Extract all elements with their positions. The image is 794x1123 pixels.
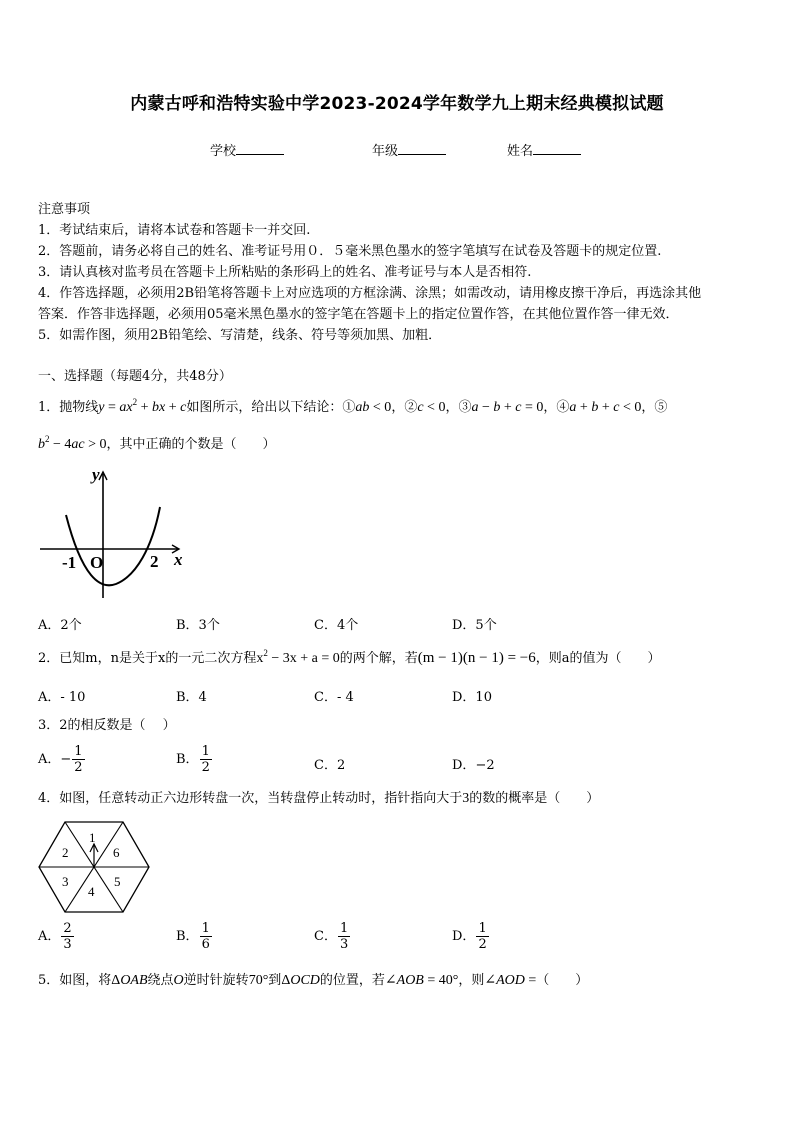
section-heading: 一、选择题（每题4分，共48分） [38, 369, 232, 384]
sector-label-6: 6 [113, 845, 120, 860]
hexagon-spinner [36, 818, 152, 916]
sector-label-5: 5 [114, 874, 121, 889]
question-number: 1． [38, 400, 60, 415]
q4-option-d[interactable]: D． $\frac{1}{2}$ [452, 921, 487, 952]
grade-blank[interactable] [398, 142, 446, 155]
parabola-graph [36, 462, 186, 602]
q1-option-b[interactable]: B．3个 [176, 618, 220, 633]
notice-item: 4．作答选择题，必须用2B铅笔将答题卡上对应选项的方框涂满、涂黑；如需改动，请用橡皮擦干净后，再选涂其他 [38, 286, 702, 301]
notice-item: 1．考试结束后，请将本试卷和答题卡一并交回. [38, 223, 311, 238]
tick-label-2: 2 [150, 552, 159, 571]
fraction: $\frac{1}{2}$ [201, 744, 210, 775]
school-blank[interactable] [236, 142, 284, 155]
question-number: 2． [38, 651, 60, 666]
parabola-equation: $y = ax^2$ + bx + c [98, 397, 187, 415]
sector-label-2: 2 [62, 845, 69, 860]
name-label: 姓名 [507, 144, 534, 159]
triangle-ocd: ΔOCD [281, 973, 320, 988]
conclusion-2: c < 0 [417, 400, 446, 415]
grade-label: 年级 [372, 144, 399, 159]
triangle-oab: ΔOAB [111, 973, 148, 988]
q1-option-d[interactable]: D．5个 [452, 618, 497, 633]
notice-item: 答案．作答非选择题，必须用05毫米黑色墨水的签字笔在答题卡上的指定位置作答，在其他位置作答一律无效． [38, 307, 679, 322]
product-condition: (m − 1)(n − 1) = −6 [417, 650, 536, 666]
question-2: 2．已知m，n是关于x的一元二次方程$x^2 - 3x + a = 0$的两个解，若(m − 1)(n − 1) = −6，则a的值为（ ） [38, 648, 661, 666]
q2-option-a[interactable]: A．- 10 [38, 690, 86, 705]
rotation-angle: 70° [248, 973, 269, 988]
angle-aob-condition: ∠AOB = 40° [384, 973, 459, 988]
x-axis-label: x [174, 550, 183, 569]
notice-item: 3．请认真核对监考员在答题卡上所粘贴的条形码上的姓名、准考证号与本人是否相符. [38, 265, 532, 280]
question-4: 4．如图，任意转动正六边形转盘一次，当转盘停止转动时，指针指向大于3的数的概率是（ ） [38, 791, 600, 806]
question-number: 3． [38, 718, 60, 733]
q4-option-c[interactable]: C． $\frac{1}{3}$ [314, 921, 349, 952]
parabola-curve [66, 507, 160, 585]
origin-label: O [90, 553, 104, 572]
q2-option-c[interactable]: C．- 4 [314, 690, 354, 705]
notice-item: 5．如需作图，须用2B铅笔绘、写清楚，线条、符号等须加黑、加粗． [38, 328, 442, 343]
notice-item: 2．答题前，请务必将自己的姓名、准考证号用０．５毫米黑色墨水的签字笔填写在试卷及答题卡的规定位置. [38, 244, 662, 259]
q3-option-d[interactable]: D．−2 [452, 758, 495, 773]
q4-option-b[interactable]: B． $\frac{1}{6}$ [176, 921, 210, 952]
notice-heading: 注意事项 [38, 202, 91, 217]
point-o: O [173, 973, 184, 988]
conclusion-4: a + b + c < 0 [569, 400, 642, 415]
question-1-line-2: $b^2 - 4ac > 0$，其中正确的个数是（ ） [38, 434, 276, 452]
name-blank[interactable] [533, 142, 581, 155]
sector-label-4: 4 [88, 884, 95, 899]
question-number: 4． [38, 791, 60, 806]
q3-option-c[interactable]: C．2 [314, 758, 346, 773]
conclusion-3: a − b + c = 0 [471, 400, 544, 415]
conclusion-1: ab < 0 [355, 400, 392, 415]
fraction: $\frac{2}{3}$ [63, 921, 72, 952]
q1-option-c[interactable]: C．4个 [314, 618, 359, 633]
quadratic-equation: $x^2 - 3x + a = 0$ [256, 648, 340, 666]
tick-label-neg1: -1 [62, 553, 77, 572]
question-1-line-1: 1．抛物线$y = ax^2$ + bx + c如图所示，给出以下结论：①ab < 0，②c < 0，③a − b + c = 0，④a + b + c < 0，⑤ [38, 397, 668, 415]
fraction: $\frac{1}{6}$ [201, 921, 210, 952]
q2-option-b[interactable]: B．4 [176, 690, 207, 705]
fraction: $\frac{1}{2}$ [478, 921, 487, 952]
conclusion-5: $b^2 - 4ac > 0$ [38, 434, 107, 452]
question-5: 5．如图，将ΔOAB绕点O逆时针旋转70°到ΔOCD的位置，若∠AOB = 40°，则∠AOD =（ ） [38, 973, 589, 988]
name-field [507, 140, 581, 159]
sector-label-3: 3 [62, 874, 69, 889]
q4-option-a[interactable]: A． $\frac{2}{3}$ [38, 921, 72, 952]
y-axis-label: y [92, 465, 100, 484]
school-field [210, 140, 284, 159]
grade-field [372, 140, 446, 159]
question-3: 3．2的相反数是（ ） [38, 718, 176, 733]
fraction: $\frac{1}{3}$ [339, 921, 349, 952]
q3-option-a[interactable]: A．− $\frac{1}{2}$ [38, 744, 83, 775]
sector-label-1: 1 [89, 830, 96, 845]
page-title: 内蒙古呼和浩特实验中学2023-2024学年数学九上期末经典模拟试题 [130, 94, 664, 114]
q3-option-b[interactable]: B． $\frac{1}{2}$ [176, 744, 210, 775]
angle-aod-query: ∠AOD = [484, 973, 537, 988]
school-label: 学校 [210, 144, 237, 159]
q1-option-a[interactable]: A．2个 [38, 618, 82, 633]
q2-option-d[interactable]: D．10 [452, 690, 492, 705]
fraction: $\frac{1}{2}$ [74, 744, 83, 775]
question-number: 5． [38, 973, 60, 988]
